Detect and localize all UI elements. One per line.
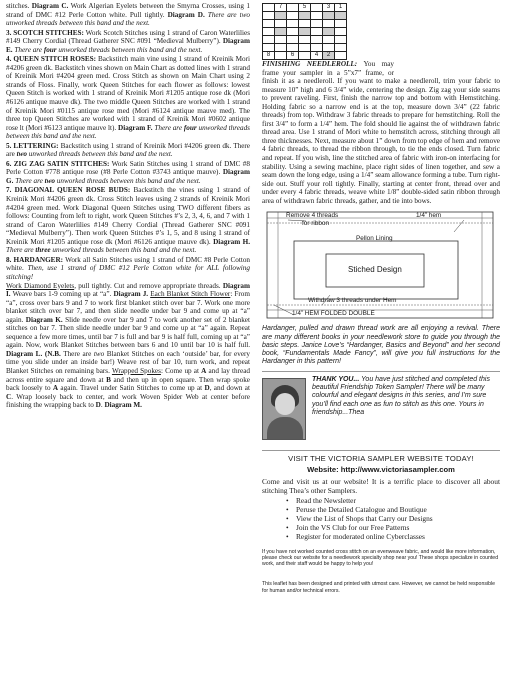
intro-paragraph <box>6 2 250 28</box>
website-label: Website: <box>307 465 341 475</box>
section-text: and lay thread across entire square and down at <box>6 366 250 384</box>
section-heading: 6. ZIG ZAG SATIN STITCHES: <box>6 159 110 168</box>
list-item: • Join the VS Club for our Free Patterns <box>286 523 500 532</box>
divider <box>262 371 500 372</box>
section-scotch-stitches <box>6 29 250 55</box>
chart-cell: 1 <box>335 4 347 12</box>
thank-you-block <box>262 376 500 446</box>
nb-label: (N.B. <box>42 349 61 358</box>
section-text: unworked threads between this band and the next. <box>50 246 197 255</box>
list-item: • Read the Newsletter <box>286 496 500 505</box>
diagram-ref: Diagram K. <box>25 315 63 324</box>
thank-you-heading: THANK YOU... <box>312 375 360 383</box>
diagram-c-ref: Diagram C. <box>31 2 69 10</box>
section-text: There are <box>6 246 36 255</box>
diagram-ref: Diagram M. <box>104 401 142 410</box>
visit-title: VISIT THE VICTORIA SAMPLER WEBSITE TODAY! <box>288 453 474 463</box>
point-label: D <box>204 384 210 393</box>
thread-count: three <box>35 246 51 255</box>
pellon-lining-label: Pellon Lining <box>356 235 393 243</box>
section-text: Work Scotch Stitches using 1 strand of Caron Waterlilies #149 Cherry Cordial (Thread Gatherer SNC #091 “Medieval Mulberry”). <box>6 28 251 46</box>
for-ribbon-label: for ribbon <box>302 220 329 228</box>
chart-cell: 4 <box>311 52 323 60</box>
section-text: unworked threads between this band and the next. <box>55 176 201 185</box>
section-diagonal-queen-rose-buds <box>6 186 250 254</box>
section-queen-stitch-roses <box>6 55 250 140</box>
section-text: and then up in open square. Then wrap spoke back loosely to <box>6 375 250 393</box>
underlined-term: Work Diamond Eyelets <box>6 281 75 290</box>
divider <box>262 450 500 451</box>
chart-cell: 2 <box>323 52 335 60</box>
stiched-design-label: Stiched Design <box>348 265 402 275</box>
diagram-ref: Diagram F. <box>118 123 153 132</box>
section-zig-zag-satin <box>6 160 250 186</box>
thread-count: two <box>16 150 27 159</box>
hemstitch-chart <box>398 3 500 69</box>
intro-text-a: stitches. <box>6 2 32 10</box>
section-text: Work all Satin Stitches using 1 strand of DMC #8 Perle Cotton white. <box>6 255 251 273</box>
section-text: Backstitch main vine using 1 strand of Kreinik Mori #4206 green dk. Backstitch vines shown on Main Chart as dotted lines with 1 strand of Kreinik Mori #4204 green med. Cross Stitch as shown on Main Chart using 2 strands of Floss. Finally, work Queen Stitches for each flower as follows: lowest Queen Stitch is worked with 1 strand of Kreinik Mori #1205 antique rose dk (Mori #6126 antique mauve dk). The two middle Queen Stitches are worked with 1 strand of Kreinik Mori #0115 antique rose med (Mori #6124 antique mauve med). The three top Queen Stitches are worked with 1 strand of Kreinik Mori #0602 antique rose lt (Mori #6123 antique mauve lt). <box>6 55 251 132</box>
website-line <box>262 466 500 475</box>
section-heading: 7. DIAGONAL QUEEN ROSE BUDS: <box>6 186 131 195</box>
list-item: • Peruse the Detailed Catalogue and Boutique <box>286 505 500 514</box>
section-text: unworked threads between this band and the next. <box>56 45 203 54</box>
hem-label: 1/4” hem <box>416 212 442 220</box>
thank-you-body: You have just stitched and completed this beautiful Friendship Token Sampler! There will be many colourful and elegant designs in this series, and I’m sure you’ll find each one as fun to stitch as this one. Yours in friendship...Thea <box>312 375 490 416</box>
section-heading: 8. HARDANGER: <box>6 255 64 264</box>
withdraw-threads-label: Withdraw 3 threads under Hem <box>308 297 397 305</box>
section-heading: 4. QUEEN STITCH ROSES: <box>6 55 97 64</box>
section-text: unworked threads between this band and the next. <box>26 150 173 159</box>
section-text: again. Travel under Satin Stitches to come up at <box>58 384 205 393</box>
diagram-ref: Diagram E. <box>6 37 250 54</box>
visit-body: Come and visit us at our website! It is a terrific place to discover all about stitching Thea’s other Samplers. <box>262 476 500 495</box>
right-column <box>262 2 500 595</box>
point-label: C <box>6 392 12 401</box>
diagram-ref: Diagram J. <box>113 290 149 299</box>
diagram-ref: Diagram L. <box>6 349 43 358</box>
section-text: , and down at <box>209 384 250 393</box>
section-text: Then, use 1 strand of DMC #12 Perle Cotton white for ALL following stitching! <box>6 264 250 281</box>
hardanger-note: Hardanger, pulled and drawn thread work are all enjoying a revival. There are many different books in your needlework store to guide you through the basic steps. Janice Love’s “Hardanger, Basics and Beyond” and her second book, “Fundamentals Made Fancy”, will give you full instructions for the Hardanger in this pattern! <box>262 325 500 366</box>
section-text: There are <box>13 176 45 185</box>
chart-cell: 3 <box>323 4 335 12</box>
chart-cell: 7 <box>275 4 287 12</box>
point-label: D <box>95 401 101 410</box>
chart-cell: 5 <box>299 4 311 12</box>
section-heading: 5. LETTERING: <box>6 141 59 150</box>
thread-count: four <box>183 123 197 132</box>
hem-folded-label: 1/4” HEM FOLDED DOUBLE <box>292 310 375 318</box>
footer-disclaimer: This leaflet has been designed and printed with utmost care. However, we cannot be held responsible for human and/or technical errors. <box>262 581 496 594</box>
section-text: Work Satin Stitches using 1 strand of DMC #8 Perle Cotton #778 antique rose (#8 Perle Cotton #3743 antique mauve). <box>6 159 250 177</box>
point-label: A <box>201 366 207 375</box>
intro-text-b: Work Algerian Eyelets between the Smyrna Crosses, using 1 strand of DMC #12 Perle Cotton white. Pull tightly. <box>6 2 250 19</box>
section-text: Backstitch the vines using 1 strand of Kreinik Mori #4206 green dk. Cross Stitch leaves using 2 strands of Kreinik Mori #4204 green med. Work Diagonal Queen Stitches using TWO different fibers as follows: Counting from left to right, work Queen Stitches #’s 2, 3, 4, 6, and 7 with 1 strand of Caron Waterlilies #149 Cherry Cordial (Thread Gatherer SNC #091 “Medieval Mulberry”). Then work Queen Stitches #’s 1, 5, and 8 using 1 strand of Kreinik Mori #1205 antique rose dk (Mori #6126 antique mauve dk). <box>6 186 250 246</box>
list-item: • View the List of Shops that Carry our Designs <box>286 514 500 523</box>
left-column <box>6 2 250 411</box>
section-heading: 3. SCOTCH STITCHES: <box>6 28 84 37</box>
diagram-d-ref: Diagram D. <box>167 10 205 19</box>
section-text: . Wrap loosely back to center, and work Woven Spider Web at center before finishing the wrapping back to <box>6 392 250 410</box>
section-lettering <box>6 142 250 159</box>
website-link[interactable]: http://www.victoriasampler.com <box>340 465 455 475</box>
section-text: There are <box>12 45 44 54</box>
remove-threads-label: Remove 4 threads <box>286 212 339 220</box>
section-text: Blanket Stitches on each ‘outside’ bar, for every time you slide under an inside bar!) Weave rest of bar 10, turn work, and repeat Blanket Stitches on remaining bars. <box>6 349 250 375</box>
section-text: You may frame your sampler in a 5”x7” frame, or finish it as a needleroll. If you want to make a needleroll, trim your fabric to measure 10” high and 6 3/4” wide, centering the design. Zig zag your side seams to prevent raveling. First, finish the narrow top and bottom with Hemstitching. Holding fabric so a narrow end is at the top, measure down 3/4” (22 fabric threads) from top. Withdraw 3 fabric threads to prepare for hemstitching. Roll the first 3/4” to form a 1/4” hem. The fold should lie against the of withdrawn fabric thread area. Use 1 strand of Mori white to hemstitch across, stitching through all three thicknesses. Next, measure about 1” down from top edge of hem and remove 4 fabric threads, to thread the ribbon through, to tie the ends closed. Turn fabric and repeat. If you wish, line the stitched area of fabric with iron-on interfacing for stability. Using a sewing machine, place right sides of linen together, and sew a seam down the long edge, using a 1/4” seam allowance forming a tube. Turn right-side out. Stuff your roll tightly. Finally, starting at center front, thread over and under every 4 fabric threads, weave white 1/8” double-sided satin ribbon through area of withdrawn fabric threads, gather, and tie into bows. <box>262 60 500 205</box>
designer-photo <box>262 378 306 440</box>
emphasis: two <box>93 349 105 358</box>
section-text: : Come up at <box>160 366 202 375</box>
section-text: There are <box>152 123 184 132</box>
chart-cell: 8 <box>263 52 275 60</box>
section-heading: FINISHING NEEDLEROLL: <box>262 60 358 68</box>
thread-count: four <box>43 45 57 54</box>
hemstitch-grid <box>262 3 347 60</box>
section-text: , pull tightly. Cut and remove appropriate threads. <box>74 281 223 290</box>
section-text: : From “a”, cross over bars 9 and 7 to work first blanket stitch over bar 7. Work one more blanket stitch over bar 7, and then slide needle under bar 9 and come up at “a” again. <box>6 290 250 324</box>
diagram-ref: Diagram H. <box>213 237 250 246</box>
chart-cell: 6 <box>287 52 299 60</box>
diagram-ref: Diagram G. <box>6 168 250 185</box>
point-label: A <box>52 384 59 393</box>
thread-count: two <box>44 176 55 185</box>
section-text: Slide needle over bar 9 and 7 to work another set of 2 blanket stitches on bar 7. Then slide needle under bar 9 and come up at “a” again. Repeat sequence a few more times, until bar 7 is full and bar 9 is half full, coming up at “a” again. Now, work Blanket Stitches between bars 6 and 10 until bar 10 is half full. <box>6 315 250 350</box>
list-item: • Register for moderated online Cyberclasses <box>286 532 500 541</box>
section-hardanger <box>6 256 250 410</box>
thank-you-text <box>312 376 498 417</box>
website-features-list <box>286 496 500 541</box>
underlined-term: Each Blanket Stitch Flower <box>150 290 231 299</box>
diagram-ref: Diagram I. <box>6 281 250 299</box>
section-text: . <box>100 401 105 410</box>
point-label: B <box>106 375 111 384</box>
needleroll-diagram <box>264 209 496 321</box>
section-text: Weave bars 1-9 coming up at “a”. <box>10 290 114 299</box>
section-text: Backstitch using 1 strand of Kreinik Mori #4206 green dk. There are <box>6 141 250 159</box>
intro-text-c: There are two unworked threads between this band and the next. <box>6 10 251 28</box>
fine-print: If you have not worked counted cross stitch on an evenweave fabric, and would like more information, please check our website for a needlework specialty shop near you! These shops specialize in counted work, and their staff would be happy to help you! <box>262 548 499 568</box>
underlined-term: Wrapped Spokes <box>111 366 161 375</box>
section-text: unworked threads between this band and the next. <box>6 123 250 141</box>
section-text: There are <box>60 349 94 358</box>
